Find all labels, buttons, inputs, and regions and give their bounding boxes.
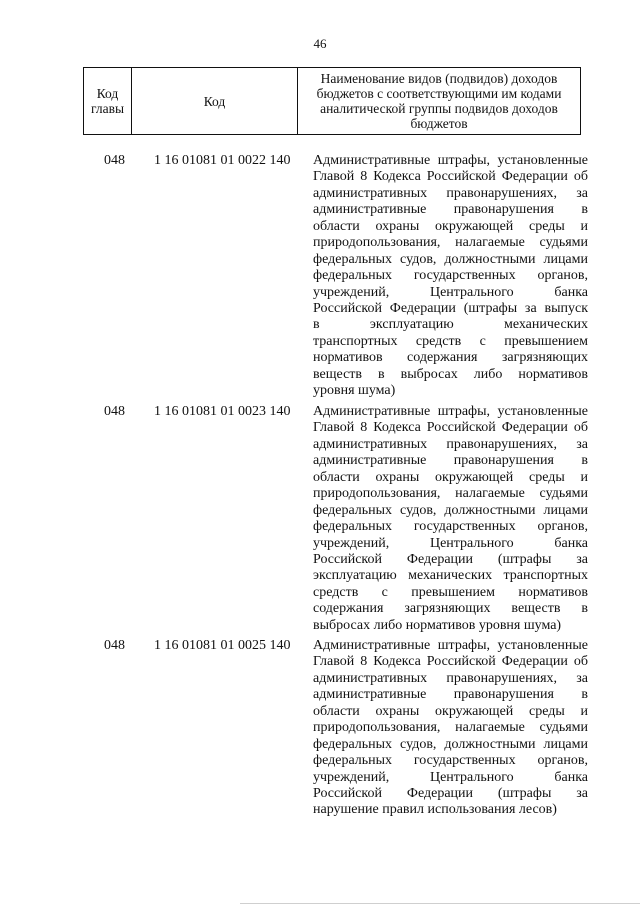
description-line: административные правонарушения в <box>313 453 588 469</box>
description-line: Главой 8 Кодекса Российской Федерации об <box>313 420 588 436</box>
description-line: федеральных государственных органов, <box>313 753 588 769</box>
revenue-description <box>313 638 588 819</box>
description-line: уровня шума) <box>313 383 396 399</box>
description-line: Главой 8 Кодекса Российской Федерации об <box>313 169 588 185</box>
revenue-code: 1 16 01081 01 0022 140 <box>154 153 291 168</box>
header-chapter-code: Код главы <box>84 68 132 135</box>
revenue-code: 1 16 01081 01 0023 140 <box>154 404 291 419</box>
header-name: Наименование видов (подвидов) доходов бюджетов с соответствующими им кодами аналитической группы подвидов доходов бюджетов <box>298 68 581 135</box>
description-line: природопользования, налагаемые судьями <box>313 235 588 251</box>
description-line: федеральных государственных органов, <box>313 519 588 535</box>
description-line: учреждений, Центрального банка <box>313 535 588 551</box>
page-number: 46 <box>313 36 327 51</box>
description-line: федеральных судов, должностными лицами <box>313 502 588 518</box>
description-line: Административные штрафы, установленные <box>313 404 588 419</box>
revenue-code: 1 16 01081 01 0025 140 <box>154 638 291 653</box>
description-line: нормативов содержания загрязняющих <box>313 350 588 366</box>
description-line: области охраны окружающей среды и <box>313 469 588 485</box>
description-line: административные правонарушения в <box>313 202 588 218</box>
chapter-code: 048 <box>104 153 125 168</box>
header-code: Код <box>132 68 298 135</box>
page-edge-divider <box>240 903 640 904</box>
chapter-code: 048 <box>104 404 125 419</box>
description-line: эксплуатацию механических транспортных <box>313 568 588 584</box>
description-line: Главой 8 Кодекса Российской Федерации об <box>313 654 588 670</box>
description-line: Российской Федерации (штрафы за <box>313 785 588 801</box>
description-line: Российской Федерации (штрафы за <box>313 551 588 567</box>
description-line: природопользования, налагаемые судьями <box>313 720 588 736</box>
description-line: веществ в выбросах либо нормативов <box>313 366 588 382</box>
description-line: административные правонарушения в <box>313 687 588 703</box>
description-line: административных правонарушениях, за <box>313 436 588 452</box>
description-line: природопользования, налагаемые судьями <box>313 486 588 502</box>
table-header <box>83 67 581 135</box>
description-line: выбросах либо нормативов уровня шума) <box>313 617 562 633</box>
description-line: федеральных судов, должностными лицами <box>313 251 588 267</box>
revenue-description <box>313 404 588 634</box>
description-line: федеральных судов, должностными лицами <box>313 736 588 752</box>
description-line: области охраны окружающей среды и <box>313 218 588 234</box>
description-line: учреждений, Центрального банка <box>313 769 588 785</box>
description-line: Административные штрафы, установленные <box>313 153 588 168</box>
description-line: учреждений, Центрального банка <box>313 284 588 300</box>
chapter-code: 048 <box>104 638 125 653</box>
description-line: Административные штрафы, установленные <box>313 638 588 653</box>
description-line: Российской Федерации (штрафы за выпуск <box>313 300 588 316</box>
description-line: содержания загрязняющих веществ в <box>313 601 588 617</box>
revenue-description <box>313 153 588 400</box>
description-line: средств с превышением нормативов <box>313 584 588 600</box>
description-line: транспортных средств с превышением <box>313 333 588 349</box>
description-line: административных правонарушениях, за <box>313 670 588 686</box>
description-line: области охраны окружающей среды и <box>313 703 588 719</box>
description-line: нарушение правил использования лесов) <box>313 802 557 818</box>
description-line: в эксплуатацию механических <box>313 317 588 333</box>
description-line: административных правонарушениях, за <box>313 185 588 201</box>
description-line: федеральных государственных органов, <box>313 268 588 284</box>
